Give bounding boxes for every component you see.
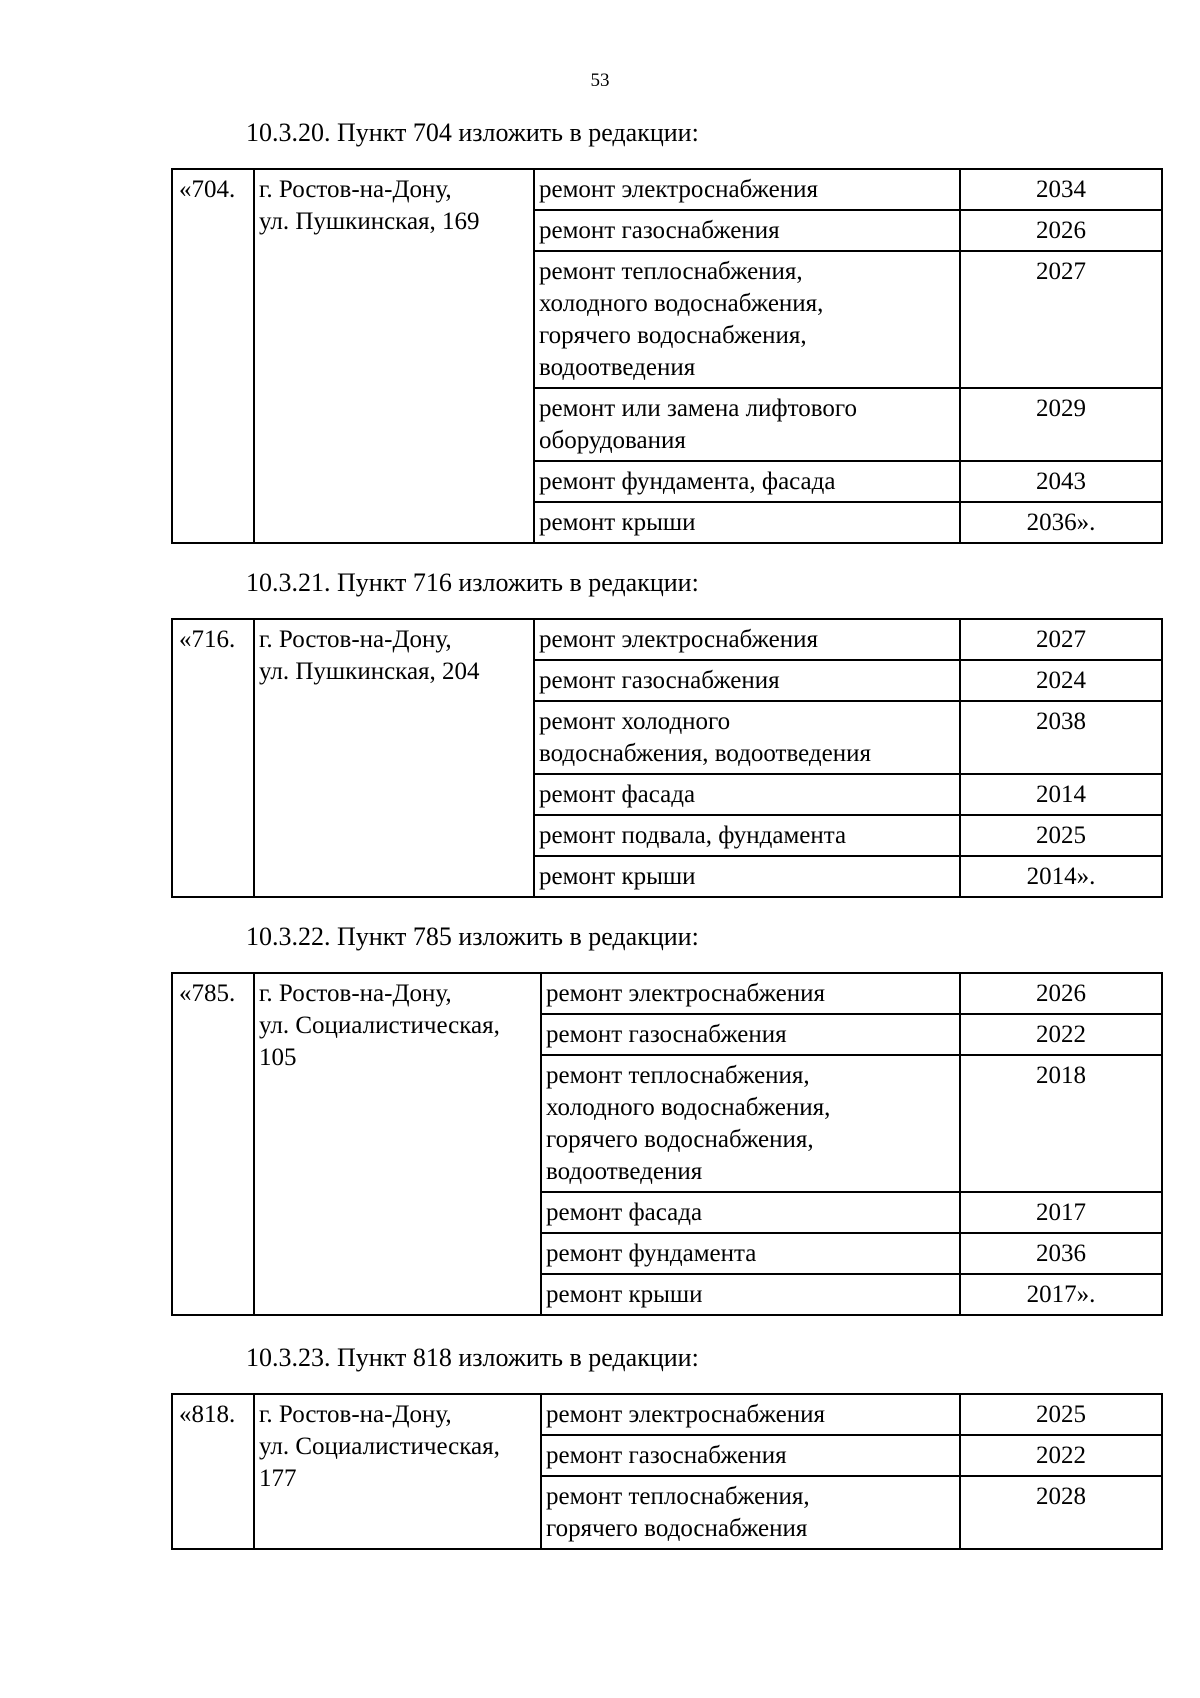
section-heading: 10.3.20. Пункт 704 изложить в редакции: [246,118,699,147]
table-row [172,169,1162,210]
work-year: 2014 [960,774,1162,815]
work-year: 2017 [960,1192,1162,1233]
amendment-table [171,972,1163,1316]
work-type: ремонт газоснабжения [534,210,960,251]
work-year: 2026 [960,210,1162,251]
work-year: 2017». [960,1274,1162,1315]
work-year: 2018 [960,1055,1162,1192]
table-row [172,619,1162,660]
work-type: ремонт крыши [534,856,960,897]
work-year: 2034 [960,169,1162,210]
work-type: ремонт фундамента [541,1233,960,1274]
work-type: ремонт или замена лифтового оборудования [534,388,960,461]
section-heading: 10.3.21. Пункт 716 изложить в редакции: [246,568,699,597]
work-year: 2027 [960,619,1162,660]
work-type: ремонт газоснабжения [541,1014,960,1055]
table-row [172,973,1162,1014]
item-address: г. Ростов-на-Дону, ул. Пушкинская, 204 [254,619,534,897]
item-number: «785. [172,973,254,1315]
work-year: 2038 [960,701,1162,774]
work-type: ремонт теплоснабжения, холодного водоснабжения, горячего водоснабжения, водоотведения [534,251,960,388]
work-type: ремонт фасада [541,1192,960,1233]
section-heading: 10.3.22. Пункт 785 изложить в редакции: [246,922,699,951]
work-year: 2024 [960,660,1162,701]
work-type: ремонт подвала, фундамента [534,815,960,856]
page-number: 53 [590,70,610,91]
work-type: ремонт холодного водоснабжения, водоотведения [534,701,960,774]
work-year: 2036». [960,502,1162,543]
work-type: ремонт электроснабжения [534,619,960,660]
section-heading: 10.3.23. Пункт 818 изложить в редакции: [246,1343,699,1372]
item-address: г. Ростов-на-Дону, ул. Социалистическая, 177 [254,1394,541,1549]
amendment-table [171,168,1163,544]
work-type: ремонт фасада [534,774,960,815]
work-year: 2036 [960,1233,1162,1274]
work-year: 2014». [960,856,1162,897]
work-year: 2025 [960,815,1162,856]
work-type: ремонт электроснабжения [541,973,960,1014]
work-year: 2025 [960,1394,1162,1435]
work-type: ремонт теплоснабжения, холодного водоснабжения, горячего водоснабжения, водоотведения [541,1055,960,1192]
amendment-table [171,1393,1163,1550]
work-year: 2029 [960,388,1162,461]
item-number: «716. [172,619,254,897]
work-type: ремонт теплоснабжения, горячего водоснабжения [541,1476,960,1549]
item-number: «818. [172,1394,254,1549]
work-year: 2026 [960,973,1162,1014]
work-year: 2022 [960,1435,1162,1476]
work-type: ремонт газоснабжения [541,1435,960,1476]
work-type: ремонт крыши [534,502,960,543]
work-year: 2028 [960,1476,1162,1549]
work-type: ремонт электроснабжения [541,1394,960,1435]
work-type: ремонт электроснабжения [534,169,960,210]
table-row [172,1394,1162,1435]
work-type: ремонт фундамента, фасада [534,461,960,502]
item-number: «704. [172,169,254,543]
work-type: ремонт крыши [541,1274,960,1315]
item-address: г. Ростов-на-Дону, ул. Социалистическая, 105 [254,973,541,1315]
work-year: 2043 [960,461,1162,502]
work-year: 2027 [960,251,1162,388]
amendment-table [171,618,1163,898]
item-address: г. Ростов-на-Дону, ул. Пушкинская, 169 [254,169,534,543]
work-year: 2022 [960,1014,1162,1055]
work-type: ремонт газоснабжения [534,660,960,701]
